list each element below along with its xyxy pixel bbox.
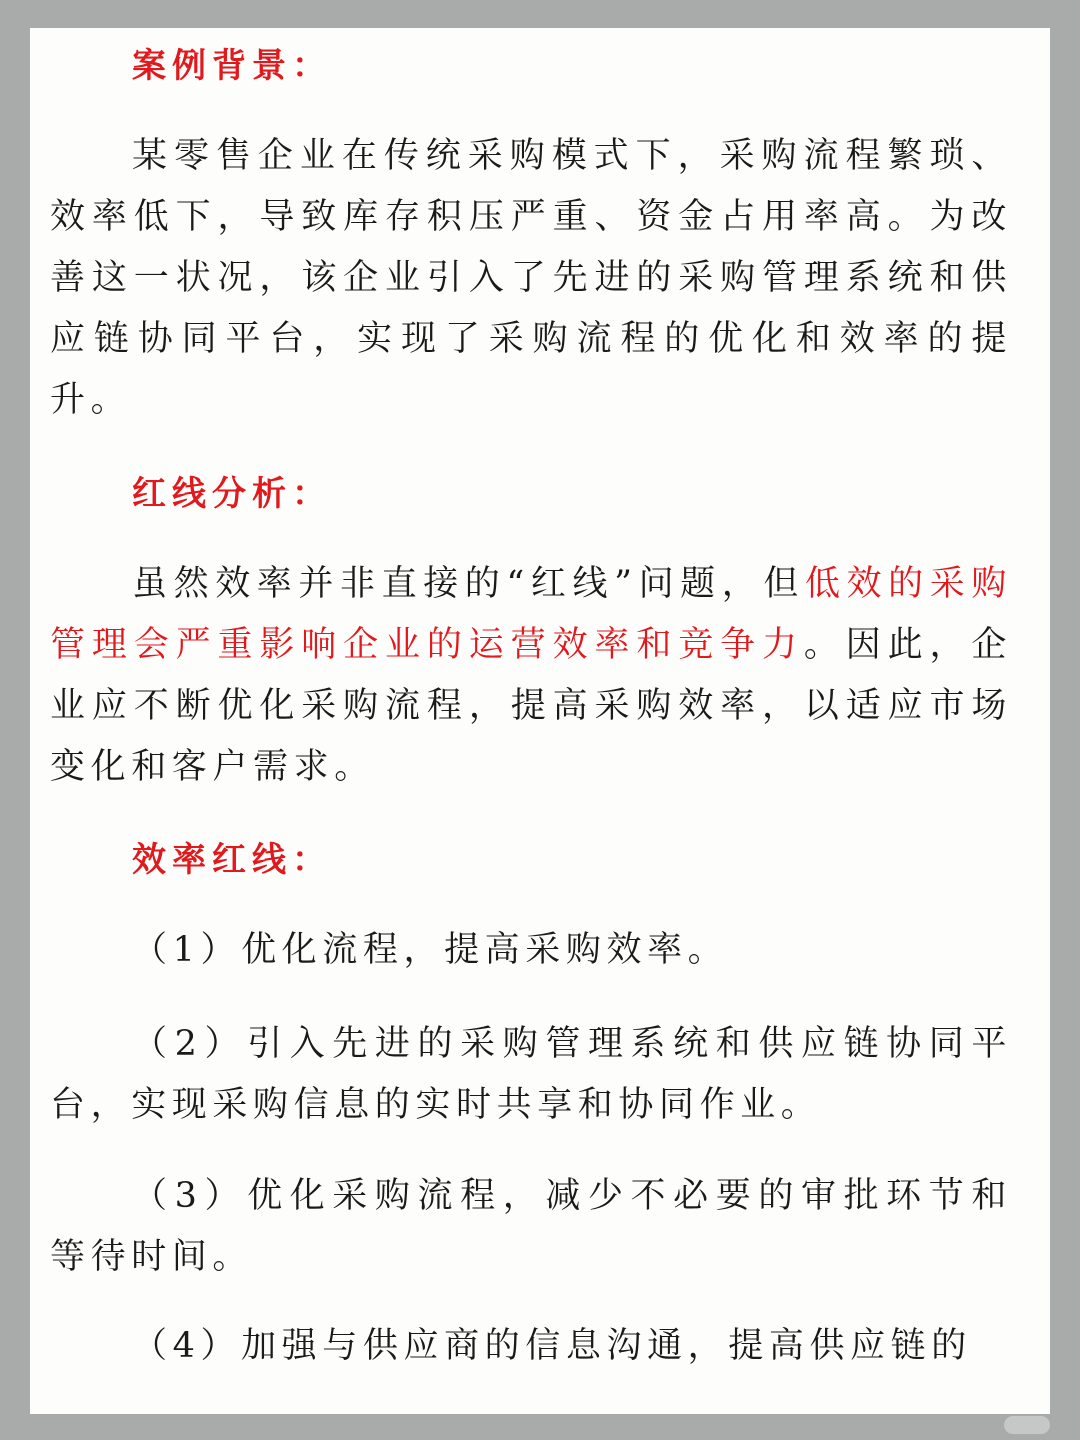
paragraph-case-background: 某零售企业在传统采购模式下，采购流程繁琐、效率低下，导致库存积压严重、资金占用率高。为改善这一状况，该企业引入了先进的采购管理系统和供应链协同平台，实现了采购流程的优化和效率的提升。: [50, 136, 1012, 420]
heading-case-background: 案例背景：: [132, 46, 332, 86]
analysis-text-end: 。因此，企业应不断优化采购流程，提高采购效率，以适应市场变化和客户需求。: [50, 625, 1012, 787]
watermark-badge: [1004, 1416, 1050, 1434]
paragraph-redline-analysis: [50, 554, 1012, 798]
heading-efficiency-redline: 效率红线：: [132, 840, 332, 880]
redline-item-2: （2）引入先进的采购管理系统和供应链协同平台，实现采购信息的实时共享和协同作业。: [50, 1024, 1012, 1125]
document-page: [30, 28, 1050, 1414]
heading-redline-analysis: 红线分析：: [132, 474, 332, 514]
redline-item-4: （4）加强与供应商的信息沟通，提高供应链的: [132, 1326, 972, 1366]
analysis-highlight: 低效的采购管理会严重影响企业的运营效率和竞争力: [50, 564, 1012, 665]
redline-item-1: （1）优化流程，提高采购效率。: [132, 930, 729, 970]
analysis-text-start: 虽然效率并非直接的“红线”问题，但: [132, 564, 805, 604]
redline-item-3: （3）优化采购流程，减少不必要的审批环节和等待时间。: [50, 1176, 1012, 1277]
